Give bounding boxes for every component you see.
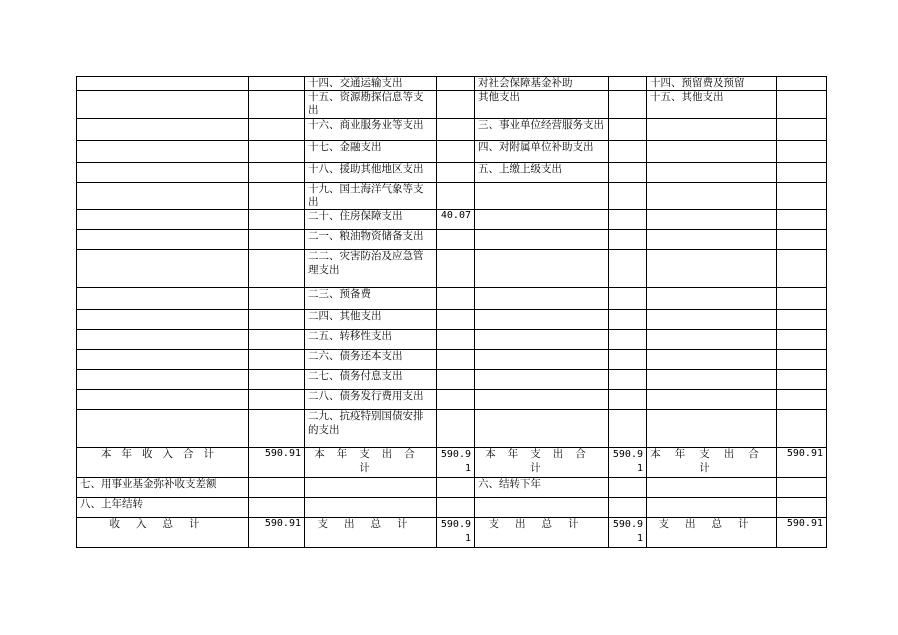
expense-item-label-1: 二二、灾害防治及应急管理支出 [305, 250, 437, 288]
detail-rows [77, 77, 827, 448]
budget-summary-table [76, 76, 827, 548]
table-row [77, 91, 827, 119]
expense-item-value-2 [609, 330, 647, 350]
expense-item-value-3 [777, 288, 827, 310]
table-row [77, 210, 827, 230]
expense-item-value-1 [437, 370, 475, 390]
expense-item-value-2 [609, 230, 647, 250]
expense-item-value-2 [609, 288, 647, 310]
fund-gap-cell-8 [777, 478, 827, 498]
income-item-value [249, 370, 305, 390]
expense-item-label-2 [475, 350, 609, 370]
expense-item-value-2 [609, 77, 647, 91]
income-item-label [77, 210, 249, 230]
annual-income-total-label: 本年收入合计 [77, 448, 249, 478]
expense-item-value-3 [777, 91, 827, 119]
expense-item-value-1 [437, 91, 475, 119]
expense-item-value-2 [609, 250, 647, 288]
table-row [77, 163, 827, 183]
income-item-value [249, 183, 305, 210]
income-item-label [77, 119, 249, 141]
grand-income-total-label: 收入总计 [77, 518, 249, 548]
expense-item-label-1: 二九、抗疫特别国债安排的支出 [305, 410, 437, 448]
grand-expense-total-label-1: 支出总计 [305, 518, 437, 548]
expense-item-label-2 [475, 410, 609, 448]
income-item-label [77, 350, 249, 370]
income-item-label [77, 288, 249, 310]
expense-item-value-1 [437, 163, 475, 183]
table-row [77, 230, 827, 250]
prior-year-cell-5 [475, 498, 609, 518]
income-item-value [249, 119, 305, 141]
expense-item-value-2 [609, 119, 647, 141]
expense-item-label-2 [475, 183, 609, 210]
table-row [77, 310, 827, 330]
carry-forward-label: 六、结转下年 [475, 478, 609, 498]
annual-totals-row [77, 448, 827, 478]
expense-item-value-2 [609, 370, 647, 390]
fund-gap-value [249, 478, 305, 498]
expense-item-value-3 [777, 77, 827, 91]
income-item-value [249, 350, 305, 370]
expense-item-label-3 [647, 163, 777, 183]
income-item-label [77, 330, 249, 350]
expense-item-label-2 [475, 250, 609, 288]
fund-gap-label: 七、用事业基金弥补收支差额 [77, 478, 249, 498]
expense-item-label-3 [647, 210, 777, 230]
expense-item-value-3 [777, 141, 827, 163]
expense-item-value-1: 40.07 [437, 210, 475, 230]
annual-expense-total-label-2: 本年支出合计 [475, 448, 609, 478]
income-item-label [77, 390, 249, 410]
expense-item-label-3 [647, 119, 777, 141]
prior-year-cell-8 [777, 498, 827, 518]
expense-item-value-2 [609, 390, 647, 410]
expense-item-label-2 [475, 230, 609, 250]
expense-item-label-3 [647, 410, 777, 448]
expense-item-value-2 [609, 310, 647, 330]
expense-item-value-2 [609, 350, 647, 370]
income-item-value [249, 77, 305, 91]
expense-item-label-1: 十八、援助其他地区支出 [305, 163, 437, 183]
expense-item-label-3 [647, 230, 777, 250]
expense-item-label-3 [647, 350, 777, 370]
income-item-value [249, 410, 305, 448]
grand-expense-total-value-1: 590.91 [437, 518, 475, 548]
totals-rows [77, 448, 827, 548]
expense-item-label-1: 十六、商业服务业等支出 [305, 119, 437, 141]
income-item-label [77, 310, 249, 330]
grand-expense-total-label-3: 支出总计 [647, 518, 777, 548]
expense-item-label-2 [475, 310, 609, 330]
expense-item-value-1 [437, 141, 475, 163]
income-item-label [77, 163, 249, 183]
expense-item-value-3 [777, 210, 827, 230]
income-item-value [249, 250, 305, 288]
expense-item-label-1: 二七、债务付息支出 [305, 370, 437, 390]
expense-item-label-1: 二五、转移性支出 [305, 330, 437, 350]
fund-gap-cell-7 [647, 478, 777, 498]
table-row [77, 350, 827, 370]
expense-item-value-3 [777, 330, 827, 350]
expense-item-label-1: 二三、预备费 [305, 288, 437, 310]
expense-item-value-3 [777, 183, 827, 210]
expense-item-value-1 [437, 77, 475, 91]
expense-item-value-3 [777, 119, 827, 141]
expense-item-label-2 [475, 370, 609, 390]
expense-item-value-2 [609, 183, 647, 210]
expense-item-label-3 [647, 330, 777, 350]
expense-item-value-3 [777, 350, 827, 370]
annual-expense-total-label-1: 本年支出合计 [305, 448, 437, 478]
income-item-value [249, 330, 305, 350]
expense-item-label-3 [647, 370, 777, 390]
grand-totals-row [77, 518, 827, 548]
income-item-label [77, 370, 249, 390]
income-item-label [77, 183, 249, 210]
expense-item-value-1 [437, 288, 475, 310]
grand-expense-total-label-2: 支出总计 [475, 518, 609, 548]
grand-expense-total-value-3: 590.91 [777, 518, 827, 548]
expense-item-label-1: 十四、交通运输支出 [305, 77, 437, 91]
fund-gap-cell-4 [437, 478, 475, 498]
grand-income-total-value: 590.91 [249, 518, 305, 548]
table-row [77, 119, 827, 141]
annual-income-total-value: 590.91 [249, 448, 305, 478]
expense-item-value-2 [609, 210, 647, 230]
expense-item-value-1 [437, 183, 475, 210]
expense-item-value-1 [437, 230, 475, 250]
prior-year-cell-4 [437, 498, 475, 518]
expense-item-value-2 [609, 141, 647, 163]
table-row [77, 288, 827, 310]
expense-item-label-1: 十七、金融支出 [305, 141, 437, 163]
table-row [77, 250, 827, 288]
expense-item-value-3 [777, 370, 827, 390]
expense-item-label-2: 三、事业单位经营服务支出 [475, 119, 609, 141]
expense-item-label-2 [475, 390, 609, 410]
expense-item-label-2: 五、上缴上级支出 [475, 163, 609, 183]
prior-year-cell-3 [305, 498, 437, 518]
expense-item-label-2 [475, 288, 609, 310]
table-row [77, 183, 827, 210]
expense-item-label-1: 二四、其他支出 [305, 310, 437, 330]
expense-item-label-1: 二八、债务发行费用支出 [305, 390, 437, 410]
prior-year-row [77, 498, 827, 518]
income-item-value [249, 230, 305, 250]
expense-item-label-1: 二六、债务还本支出 [305, 350, 437, 370]
expense-item-label-2: 对社会保障基金补助 [475, 77, 609, 91]
expense-item-label-3: 十五、其他支出 [647, 91, 777, 119]
expense-item-label-3 [647, 141, 777, 163]
expense-item-value-3 [777, 230, 827, 250]
income-item-label [77, 141, 249, 163]
annual-expense-total-value-3: 590.91 [777, 448, 827, 478]
annual-expense-total-label-3: 本年支出合计 [647, 448, 777, 478]
expense-item-value-1 [437, 119, 475, 141]
prior-year-value [249, 498, 305, 518]
expense-item-value-3 [777, 390, 827, 410]
income-item-value [249, 310, 305, 330]
expense-item-label-3 [647, 310, 777, 330]
annual-expense-total-value-1: 590.91 [437, 448, 475, 478]
income-item-value [249, 288, 305, 310]
income-item-value [249, 390, 305, 410]
table-row [77, 370, 827, 390]
expense-item-value-2 [609, 91, 647, 119]
fund-gap-row [77, 478, 827, 498]
expense-item-label-1: 十五、资源勘探信息等支出 [305, 91, 437, 119]
expense-item-label-2 [475, 210, 609, 230]
expense-item-label-1: 十九、国土海洋气象等支出 [305, 183, 437, 210]
prior-year-cell-6 [609, 498, 647, 518]
expense-item-label-1: 二十、住房保障支出 [305, 210, 437, 230]
expense-item-label-2 [475, 330, 609, 350]
annual-expense-total-value-2: 590.91 [609, 448, 647, 478]
expense-item-label-3 [647, 288, 777, 310]
table-row [77, 77, 827, 91]
expense-item-label-3: 十四、预留费及预留 [647, 77, 777, 91]
income-item-label [77, 91, 249, 119]
grand-expense-total-value-2: 590.91 [609, 518, 647, 548]
table-row [77, 330, 827, 350]
expense-item-value-1 [437, 410, 475, 448]
expense-item-value-1 [437, 250, 475, 288]
expense-item-value-3 [777, 310, 827, 330]
expense-item-value-1 [437, 350, 475, 370]
expense-item-value-3 [777, 410, 827, 448]
expense-item-value-2 [609, 163, 647, 183]
expense-item-label-3 [647, 183, 777, 210]
prior-year-label: 八、上年结转 [77, 498, 249, 518]
expense-item-value-1 [437, 310, 475, 330]
expense-item-label-3 [647, 390, 777, 410]
expense-item-value-3 [777, 250, 827, 288]
expense-item-label-2: 其他支出 [475, 91, 609, 119]
income-item-label [77, 250, 249, 288]
income-item-value [249, 141, 305, 163]
expense-item-value-1 [437, 390, 475, 410]
carry-forward-value [609, 478, 647, 498]
income-item-label [77, 77, 249, 91]
expense-item-value-1 [437, 330, 475, 350]
income-item-label [77, 230, 249, 250]
expense-item-value-3 [777, 163, 827, 183]
prior-year-cell-7 [647, 498, 777, 518]
income-item-value [249, 210, 305, 230]
income-item-value [249, 163, 305, 183]
table-row [77, 410, 827, 448]
table-row [77, 141, 827, 163]
table-row [77, 390, 827, 410]
fund-gap-cell-3 [305, 478, 437, 498]
income-item-label [77, 410, 249, 448]
income-item-value [249, 91, 305, 119]
expense-item-label-3 [647, 250, 777, 288]
expense-item-label-2: 四、对附属单位补助支出 [475, 141, 609, 163]
expense-item-label-1: 二一、粮油物资储备支出 [305, 230, 437, 250]
expense-item-value-2 [609, 410, 647, 448]
